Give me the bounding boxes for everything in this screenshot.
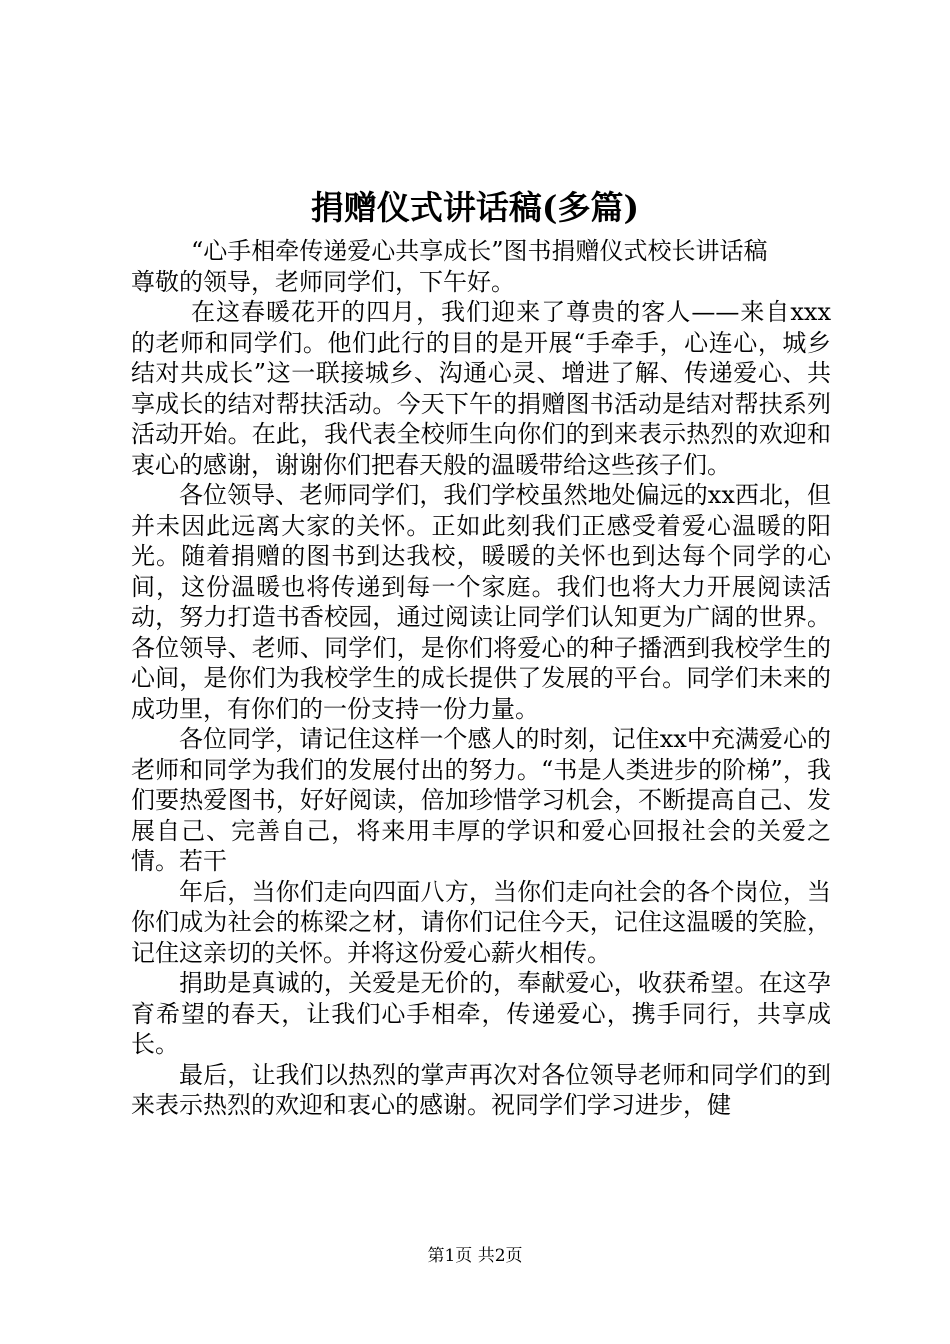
paragraph-4: 年后，当你们走向四面八方，当你们走向社会的各个岗位，当你们成为社会的栋梁之材，请你们记住今天，记住这温暖的笑脸，记住这亲切的关怀。并将这份爱心薪火相传。: [131, 877, 831, 967]
paragraph-1: 在这春暖花开的四月，我们迎来了尊贵的客人——来自xxx的老师和同学们。他们此行的目的是开展“手牵手，心连心，城乡结对共成长”这一联接城乡、沟通心灵、增进了解、传递爱心、共享成长的结对帮扶活动。今天下午的捐赠图书活动是结对帮扶系列活动开始。在此，我代表全校师生向你们的到来表示热烈的欢迎和衷心的感谢，谢谢你们把春天般的温暖带给这些孩子们。: [131, 298, 831, 479]
paragraph-3: 各位同学，请记住这样一个感人的时刻，记住xx中充满爱心的老师和同学为我们的发展付出的努力。“书是人类进步的阶梯”，我们要热爱图书，好好阅读，倍加珍惜学习机会，不断提高自己、发展自己、完善自己，将来用丰厚的学识和爱心回报社会的关爱之情。若干: [131, 725, 831, 875]
paragraph-2: 各位领导、老师同学们，我们学校虽然地处偏远的xx西北，但并未因此远离大家的关怀。正如此刻我们正感受着爱心温暖的阳光。随着捐赠的图书到达我校，暖暖的关怀也到达每个同学的心间，这份温暖也将传递到每一个家庭。我们也将大力开展阅读活动，努力打造书香校园，通过阅读让同学们认知更为广阔的世界。各位领导、老师、同学们，是你们将爱心的种子播洒到我校学生的心间，是你们为我校学生的成长提供了发展的平台。同学们未来的成功里，有你们的一份支持一份力量。: [131, 481, 831, 723]
paragraph-5: 捐助是真诚的，关爱是无价的，奉献爱心，收获希望。在这孕育希望的春天，让我们心手相牵，传递爱心，携手同行，共享成长。: [131, 969, 831, 1058]
page-footer: 第1页 共2页: [427, 1246, 523, 1266]
paragraph-6: 最后，让我们以热烈的掌声再次对各位领导老师和同学们的到来表示热烈的欢迎和衷心的感谢。祝同学们学习进步，健: [131, 1060, 831, 1119]
document-body: [131, 236, 831, 1121]
speech-greeting: 尊敬的领导，老师同学们，下午好。: [131, 267, 515, 296]
document-title: 捐赠仪式讲话稿(多篇): [310, 188, 640, 227]
speech-subtitle: “心手相牵传递爱心共享成长”图书捐赠仪式校长讲话稿: [191, 237, 768, 265]
